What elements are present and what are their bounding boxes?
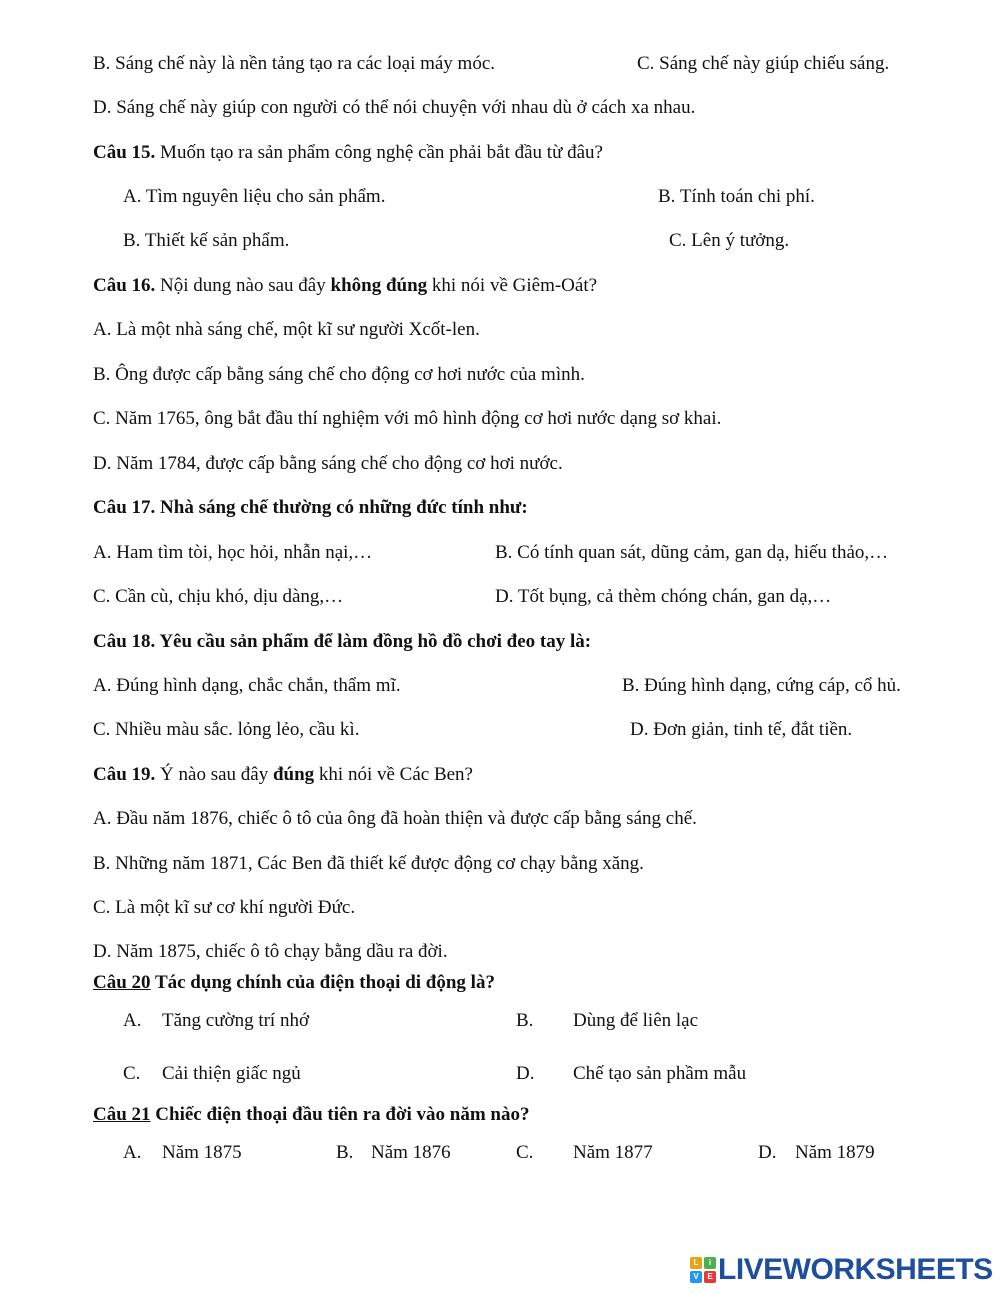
q19-number: Câu 19. [93,764,156,785]
q16-option-b: B. Ông được cấp bằng sáng chế cho động cơ hơi nước của mình. [93,364,585,385]
q20-question [93,972,495,994]
q21-option-d: Năm 1879 [795,1142,875,1163]
logo-mark-3: V [690,1271,702,1283]
q18-option-c: C. Nhiều màu sắc. lỏng lẻo, cầu kì. [93,719,360,740]
liveworksheets-logo-text: LIVEWORKSHEETS [718,1253,993,1286]
liveworksheets-logo-icon [690,1257,716,1283]
q17-option-a: A. Ham tìm tòi, học hỏi, nhẫn nại,… [93,542,373,563]
q14-option-c: C. Sáng chế này giúp chiếu sáng. [637,53,890,74]
q16-option-c: C. Năm 1765, ông bắt đầu thí nghiệm với mô hình động cơ hơi nước dạng sơ khai. [93,408,722,429]
q20-text: Tác dụng chính của điện thoại di động là? [150,972,495,993]
q15-text: Muốn tạo ra sản phẩm công nghệ cần phải bắt đầu từ đâu? [155,142,603,163]
liveworksheets-logo [690,1255,993,1285]
q19-option-b: B. Những năm 1871, Các Ben đã thiết kế được động cơ chạy bằng xăng. [93,853,644,874]
q21-option-c: Năm 1877 [573,1142,653,1163]
q17-option-d: D. Tốt bụng, cả thèm chóng chán, gan dạ,… [495,586,832,607]
q19-emphasis: đúng [272,764,315,785]
q15-question [93,142,603,164]
q21-option-a-label: A. [123,1142,142,1163]
q16-text-2: khi nói về Giêm-Oát? [427,275,598,296]
q20-option-a-label: A. [123,1010,142,1031]
q16-number: Câu 16. [93,275,156,296]
q15-option-b: B. Tính toán chi phí. [658,186,815,207]
q19-option-a: A. Đầu năm 1876, chiếc ô tô của ông đã hoàn thiện và được cấp bằng sáng chế. [93,808,697,829]
q18-option-d: D. Đơn giản, tinh tế, đắt tiền. [630,719,853,740]
q21-option-b: Năm 1876 [371,1142,451,1163]
q15-option-c: C. Lên ý tưởng. [669,230,790,251]
logo-mark-2: i [704,1257,716,1269]
q18-question: Câu 18. Yêu cầu sản phẩm để làm đồng hồ đồ chơi đeo tay là: [93,631,592,652]
q20-option-a: Tăng cường trí nhớ [162,1010,309,1031]
q19-question [93,764,473,786]
q21-option-a: Năm 1875 [162,1142,242,1163]
q18-option-b: B. Đúng hình dạng, cứng cáp, cổ hủ. [622,675,901,696]
q19-option-c: C. Là một kĩ sư cơ khí người Đức. [93,897,356,918]
q15-option-a: A. Tìm nguyên liệu cho sản phẩm. [123,186,386,207]
q20-option-c: Cải thiện giấc ngủ [162,1063,301,1084]
q16-text-1: Nội dung nào sau đây [155,275,331,296]
q20-option-d: Chế tạo sản phầm mẫu [573,1063,747,1084]
q20-option-c-label: C. [123,1063,141,1084]
q16-option-a: A. Là một nhà sáng chế, một kĩ sư người Xcốt-len. [93,319,480,340]
q18-option-a: A. Đúng hình dạng, chắc chắn, thẩm mĩ. [93,675,401,696]
q14-option-d: D. Sáng chế này giúp con người có thể nói chuyện với nhau dù ở cách xa nhau. [93,97,696,118]
q19-option-d: D. Năm 1875, chiếc ô tô chạy bằng dầu ra đời. [93,941,448,962]
q15-number: Câu 15. [93,142,156,163]
q16-question [93,275,597,297]
q16-option-d: D. Năm 1784, được cấp bằng sáng chế cho động cơ hơi nước. [93,453,563,474]
q17-option-c: C. Cần cù, chịu khó, dịu dàng,… [93,586,344,607]
q21-text: Chiếc điện thoại đầu tiên ra đời vào năm nào? [150,1104,530,1125]
q21-option-c-label: C. [516,1142,534,1163]
q20-option-b-label: B. [516,1010,534,1031]
q15-option-b2: B. Thiết kế sản phẩm. [123,230,290,251]
q14-option-b: B. Sáng chế này là nền tảng tạo ra các loại máy móc. [93,53,496,74]
q21-number: Câu 21 [93,1104,151,1125]
q19-text-2: khi nói về Các Ben? [314,764,473,785]
q21-option-d-label: D. [758,1142,777,1163]
q17-question: Câu 17. Nhà sáng chế thường có những đức tính như: [93,497,528,518]
q20-number: Câu 20 [93,972,151,993]
logo-mark-4: E [704,1271,716,1283]
q20-option-d-label: D. [516,1063,535,1084]
q21-option-b-label: B. [336,1142,354,1163]
q20-option-b: Dùng để liên lạc [573,1010,699,1031]
q17-option-b: B. Có tính quan sát, dũng cảm, gan dạ, hiếu thảo,… [495,542,889,563]
q19-text-1: Ý nào sau đây [155,764,273,785]
q16-emphasis: không đúng [330,275,428,296]
q21-question [93,1104,530,1126]
logo-mark-1: L [690,1257,702,1269]
